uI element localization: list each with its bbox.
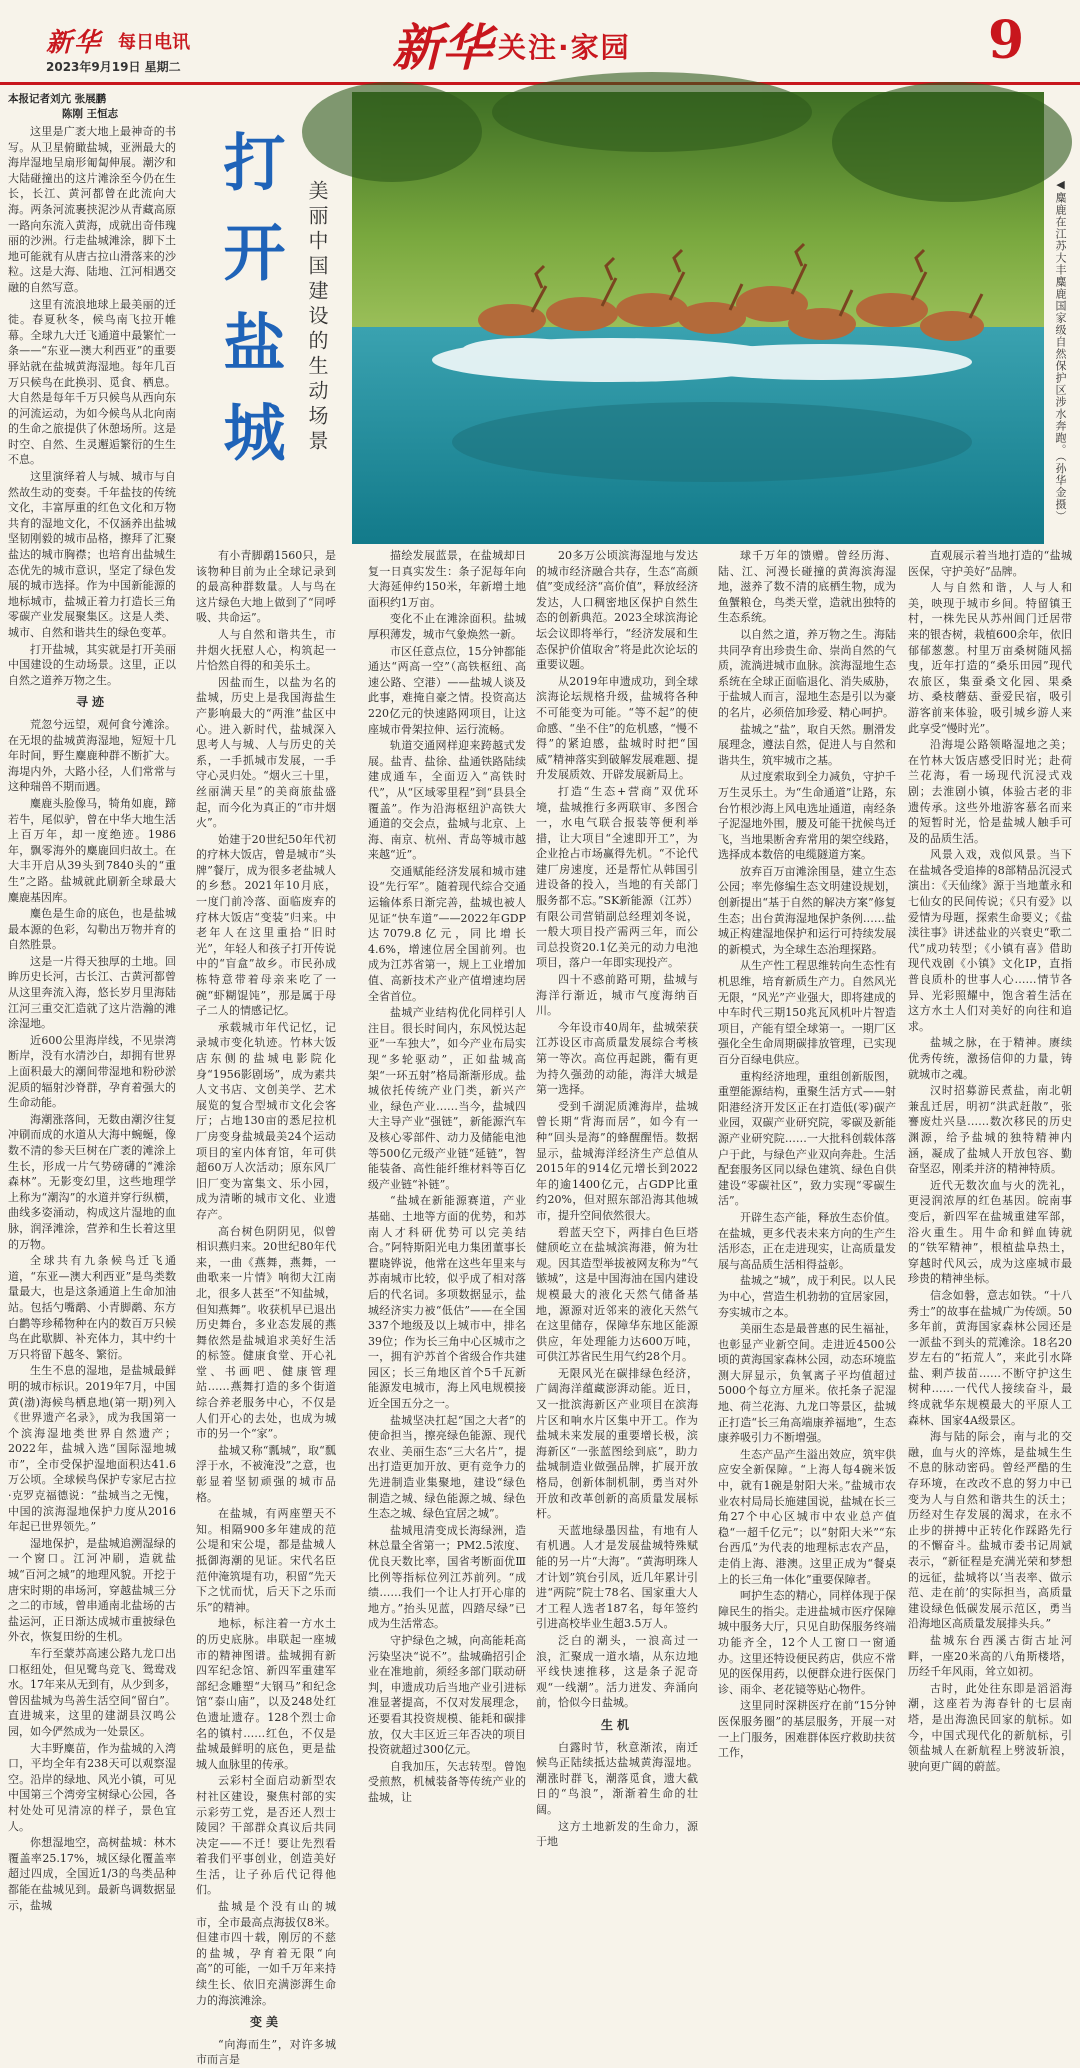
paragraph: 近600公里海岸线，不见崇湾断岸，没有水清沙白，却拥有世界上面积最大的潮间带湿地和粉砂淤泥质的辐射沙脊群，孕育着强大的生命动能。	[8, 1033, 176, 1110]
paragraph: 开辟生态产能，释放生态价值。在盐城，更多代表未来方向的生产生活形态，正在走进现实，让高质量发展与高品质生活相得益彰。	[718, 1210, 896, 1271]
photo-caption: ◀麋鹿在江苏大丰麋鹿国家级自然保护区涉水奔跑。（孙华金摄）	[1054, 178, 1067, 523]
section-heading-xunji: 寻迹	[75, 695, 108, 710]
paragraph: 云彩村全面启动新型农村社区建设，聚焦村部的实示彩劳工党，是否还人烈士陵园？干部群众真议后共同决定——不迁！要让先烈看着我们平事创业，创造美好生活，让子孙后代记得他们。	[196, 1774, 336, 1897]
paragraph: 泛白的潮头，一浪高过一浪，汇聚成一道水墙，从东边地平线快速推移，这是条子泥奇观“一线潮”。活力迸发、奔涌向前，恰似今日盐城。	[536, 1633, 698, 1710]
headline: 打开盐城	[213, 130, 286, 490]
paragraph: 这是一片得天独厚的土地。回眸历史长河，古长江、古黄河都曾从这里奔流入海，悠长岁月里海陆江河三重交汇造就了这片浩瀚的滩涂湿地。	[8, 954, 176, 1031]
paragraph: 湿地保护，是盐城追溯湿绿的一个窗口。江河冲刷，造就盐城“百河之城”的地理风貌。开挖于唐宋时期的串场河，穿越盐城三分之二的市域，曾串通南北盐场的古盐运河，正日渐达成城市重披绿色外衣，恢复田纷的生机。	[8, 1536, 176, 1644]
paragraph: 因盐而生，以盐为名的盐城，历史上是我国海盐生产影响最大的“两淮”盐区中心。进入新时代，盐城深入思考人与城、人与历史的关系，一手抓城市发展，一手守心灵归处。“烟火三十里，丝丽满天星”的美商旅盐盛起，而今化为真正的“市井烟火”。	[196, 675, 336, 830]
intro-column	[8, 124, 176, 1912]
paragraph: 打开盐城，其实就是打开美丽中国建设的生动场景。这里，正以自然之道养万物之生。	[8, 642, 176, 687]
byline-line-2: 陈刚 王恒志	[62, 108, 119, 120]
paragraph: 始建于20世纪50年代初的疗林大饭店，曾是城市“头牌”餐厅，成为很多老盐城人的乡愁。2021年10月底，一度门前冷落、面临废弃的疗林大饭店“变装”归来。中老年人在这里重拾“旧时光”，年轻人和孩子打开传说中的“盲盒”故乡。市民孙成栋特意带着母亲来吃了一碗“虾糊馄饨”，那是属于母子二人的情感记忆。	[196, 832, 336, 1018]
page-number: 9	[988, 10, 1025, 71]
paragraph: 这里是广袤大地上最神奇的书写。从卫星俯瞰盐城，亚洲最大的海岸湿地呈扇形匍匐伸展。潮汐和大陆碰撞出的这片滩涂至今仍在生长，长江、黄河都曾在此流向大海。两条河流裹挟泥沙从青藏高原一路向东流入黄海，成就出奇伟瑰丽的沙洲。行走盐城滩涂，脚下土地可能就有从唐古拉山滑落来的沙粒。这是大海、陆地、江河相遇交融的自然写意。	[8, 125, 176, 294]
paragraph: 人与自然和谐，人与人和美，映现于城市乡间。特留镇王村，一株先民从苏州阊门迁居带来的银杏树，栽植600余年，依旧郁郁葱葱。村里万亩桑树随风摇曳，近年打造的“桑乐田园”现代农旅区，集蚕桑文化园、果桑坊、桑枝蘑菇、蚕爱民宿，吸引游客前来体验，吸引城乡游人来此享受“慢时光”。	[908, 581, 1072, 735]
paragraph: 荒忽兮远望，观何食兮滩涂。在无垠的盐城黄海湿地，短短十几年时间，野生麋鹿种群不断扩大。海堤内外，大路小径，人们常常与这种瑞兽不期而遇。	[8, 717, 176, 794]
paragraph: 变化不止在滩涂面积。盐城厚积薄发，城市气象焕然一新。	[368, 612, 526, 641]
section-title: 关注·家园	[498, 31, 631, 64]
paragraph: 这方土地新发的生命力，源于地	[536, 1819, 698, 1849]
paragraph: 在盐城，有两座塑天不知。相隔900多年建成的范公堤和宋公堤，都是盐城人抵御海潮的见证。宋代名臣范仲淹筑堤有功，积留“先天下之忧而忧，后天下之乐而乐”的精神。	[196, 1507, 336, 1614]
paragraph: 球千万年的馈赠。曾经历海、陆、江、河漫长碰撞的黄海滨海湿地，滋养了数不清的底栖生物，成为鱼蟹粮仓，鸟类天堂，造就出独特的生态系统。	[718, 549, 896, 625]
paragraph: 从2019年申遗成功，到全球滨海论坛规格升级，盐城将各种不可能变为可能。“等不起”的使命感、“坐不住”的危机感，“慢不得”的紧迫感，盐城时时把“国威”精神落实到破解发展难题、提升发展质效、开辟发展新局上。	[536, 674, 698, 782]
paragraph: 盐城甩清变成长海绿洲，造林总量全省第一；PM2.5浓度、优良天数比率，国省考断面优Ⅲ比例等指标位列江苏前列。“成绩……我们一个让人打开心扉的地方。”抬头见蓝，四踏尽绿”已成为生活常态。	[368, 1523, 526, 1631]
paragraph: 盐城是个没有山的城市，全市最高点海拔仅8米。但建市四十载，刚厉的不慈的盐城，孕育着无限“向高”的可能，一如千万年来持续生长、依旧充满澎湃生命力的海滨滩涂。	[196, 1900, 336, 2007]
body-column-3	[536, 548, 698, 1849]
issue-date: 2023年9月19日 星期二	[46, 60, 181, 74]
paragraph: 有小青脚鹬1560只，是该物种目前为止全球记录到的最高种群数量。人与鸟在这片绿色大地上做到了“同呼吸、共命运”。	[196, 549, 336, 625]
paragraph: 自我加压，矢志转型。曾饱受煎熬，机械装备等传统产业的盐城，让	[368, 1759, 526, 1804]
paragraph: 今年设市40周年，盐城荣获江苏设区市高质量发展综合考核第一等次。高位再起跳，衢有更为持久强劲的动能，海洋大城是第一选择。	[536, 1020, 698, 1097]
paragraph: 白露时节，秋意渐浓，南迁候鸟正陆续抵达盐城黄海湿地。潮涨时群飞，潮落觅食，遗大截日的“鸟浪”，渐渐着生命的壮阔。	[536, 1740, 698, 1816]
byline-line-1: 本报记者刘亢 张展鹏	[8, 93, 107, 105]
paragraph: 呵护生态的精心，同样体现于保障民生的指尖。走进盐城市医疗保障城中服务大厅，只见自助保服务终端功能齐全，12个人工窗口一窗通办。这里还特设便民药店，供应不常见的医保用药，以便群众进行医保门诊、雨伞、老花镜等贴心物件。	[718, 1589, 896, 1696]
byline	[8, 92, 208, 122]
paragraph: 海潮涨落间，无数由潮汐往复冲刷而成的水道从大海中蜿蜒，像数不清的参天巨树在广袤的滩涂上生长，形成一片气势磅礴的“滩涂森林”。无影变幻里，这些地理学上称为“潮沟”的水道并穿行纵横，曲线多姿涌动，构成这片湿地的血脉，润泽滩涂，营养和生长着这里的万物。	[8, 1112, 176, 1251]
paragraph: 四十不惑前路可期，盐城与海洋行渐近，城市气度海纳百川。	[536, 973, 698, 1018]
body-column-4	[718, 548, 896, 1760]
paragraph: 盐城之“盐”，取自天然。删滑发展理念，遵法自然，促进人与自然和谐共生，筑牢城市之基。	[718, 722, 896, 767]
newspaper-brand-sub: 每日电讯	[118, 32, 190, 53]
paragraph: 近代无数次血与火的洗礼，更浸润浓厚的红色基因。皖南事变后，新四军在盐城重建军部，浴火重生。用牛命和鲜血铸就的“铁军精神”，根植盐阜热土，穿越时代风云，成为这座城市最珍贵的精神坐标。	[908, 1178, 1072, 1286]
subheadline: 美丽中国建设的生动场景	[305, 180, 329, 455]
paragraph: 盐城之脉，在于精神。赓续优秀传统，激扬信仰的力量，铸就城市之魂。	[908, 1036, 1072, 1081]
paragraph: 沿海堤公路领略湿地之美；在竹林大饭店感受旧时光；赴荷兰花海，看一场现代沉浸式戏剧；去淮剧小镇，体验古老的非遗传承。这些外地游客慕名而来的短暂时光，恰是盐城人触手可及的品质生活。	[908, 738, 1072, 845]
paragraph: 轨道交通网样迎来跨越式发展。盐青、盐徐、盐通铁路陆续建成通车，全面迈入“高铁时代”，从“区域零里程”到“县县全覆盖”。作为沿海枢纽沪高铁大通道的交会点，盐城与北京、上海、南京、杭州、青岛等城市越来越“近”。	[368, 739, 526, 862]
paragraph: 盐城东台西溪古街古址河畔，一座20米高的八角斯楼塔，历经千年风雨，耸立如初。	[908, 1633, 1072, 1679]
photo-elk-running	[352, 92, 1044, 544]
paragraph: 汉时招募游民煮盐，南北朝兼乱迁居，明初“洪武赶散”，张謇废灶兴垦……数次移民的历史渊源，给予盐城的独特精神内涵，凝成了盐城人开放包容、勤奋坚忍，刚柔并济的精神特质。	[908, 1084, 1072, 1176]
paragraph: 生态产品产生溢出效应，筑牢供应安全新保障。“上海人每4碗米饭中，就有1碗是射阳大米。”盐城市农业农村局局长施建国说，盐城在长三角27个中心区城市中农业总产值稳“一超千亿元”；以“射阳大米”“东台西瓜”为代表的地理标志农产品，走俏上海、港澳。这里正成为“餐桌上的长三角一体化”重要保障者。	[718, 1447, 896, 1586]
body-column-2	[368, 548, 526, 1804]
paragraph: 大丰野麋苗，作为盐城的入湾口，平均全年有238天可以观察湿空。沿岸的绿地、风光小镇，可见中国第三个湾旁宝树绿心公园，各村处处可见清凉的样子，景色宜人。	[8, 1741, 176, 1833]
paragraph: 高台树色阴阴见，似曾相识燕归来。20世纪80年代来，一曲《燕舞，燕舞，一曲歌来一片情》响彻大江南北，很多人甚至“不知盐城，但知燕舞”。收获机早已退出历史舞台，多业态发展的燕舞依然是盐城追求美好生活的标签。健康食堂、开心礼堂、书画吧、健康管理站……燕舞打造的多个街道综合养老服务中心，不仅是人们开心的去处，也成为城市的另一个“家”。	[196, 1224, 336, 1441]
paragraph: 美丽生态是最普惠的民生福祉，也彰显产业新空间。走进近4500公顷的黄海国家森林公园，动态环境监测大屏显示，负氧离子平均值超过5000个每立方厘米。依托条子泥湿地、荷兰花海、九龙口等景区，盐城正打造“长三角高端康养福地”，生态康养吸引力不断增强。	[718, 1322, 896, 1445]
body-column-5	[908, 548, 1072, 1773]
paragraph: 20多万公顷滨海湿地与发达的城市经济融合共存，生态“高颜值”变成经济“高价值”，释放经济发达，人口稠密地区保护自然生态的创新典范。2023全球滨海论坛会议即将举行，“经济发展和生态保护价值取舍”将是此次论坛的重要议题。	[536, 549, 698, 672]
paragraph: 全球共有九条候鸟迁飞通道，“东亚—澳大利西亚”是鸟类数量最大，也是这条通道上生命加油站。包括勺嘴鹬、小青脚鹬、东方白鹳等珍稀物种在内的数百万只候鸟在此歇脚、补充体力，其中约十万只将留下越冬、繁衍。	[8, 1254, 176, 1361]
section-logo: 新华	[392, 19, 492, 77]
paragraph: 以自然之道，养万物之生。海陆共同孕育出珍贵生命、崇尚自然的气质，流淌进城市血脉。滨海湿地生态系统在全球正面临退化、消失威胁，于盐城人而言，湿地生态是引以为豪的名片，必须倍加珍爱、精心呵护。	[718, 627, 896, 719]
paragraph: 守护绿色之城，向高能耗高污染坚决“说不”。盐城确招引企业在准地前，须经多部门联动研判，申遗成功后当地产业引进标准显著提高，不仅对发展理念，还要看其投资规模、能耗和碳排放，仅大丰区近三年否决的项目投资就超过300亿元。	[368, 1633, 526, 1757]
body-column-1	[196, 548, 336, 2067]
paragraph: 盐城产业结构优化同样引人注目。很长时间内，东风悦达起亚“一车独大”，如今产业布局实现“多轮驱动”，正如盐城高架“一环五射”格局渐渐形成。盐城依托传统产业门类，新兴产业，绿色产业……当今，盐城四大主导产业“强链”，新能源汽车及核心零部件、动力及储能电池等500亿元级产业链“延链”，智能装备、高性能纤维材料等百亿级产业链“补链”。	[368, 1006, 526, 1191]
paragraph: 承载城市年代记忆，记录城市变化轨迹。竹林大饭店东侧的盐城电影院化身“1956影剧场”，成为素共人文书店、文创美学、艺术展览的复合型城市文化会客厅；占地130亩的悉尼拉机厂房变身盐城最美24个运动项目的室内体育馆，年可供超60万人次活动；原东风厂旧厂变为富集文、乐小园，成为清晰的城市文化、业遗存产。	[196, 1020, 336, 1221]
paragraph: 人与自然和谐共生，市井烟火抚慰人心，构筑起一片恰然自得的和美乐土。	[196, 627, 336, 673]
paragraph: 天蓝地绿墨因盐，有地有人有机遇。人才是发展盐城特殊赋能的另一片“大海”。“黄海明珠人才计划”筑台引凤，近几年累计引进“两院”院士78名、国家重大人才工程人选者187名，每年签约引进高校毕业生超3.5万人。	[536, 1523, 698, 1631]
paragraph: 麋色是生命的底色，也是盐城最本源的色彩，勾勒出万物并育的自然胜景。	[8, 907, 176, 952]
section-heading-shengji: 生机	[600, 1717, 633, 1732]
section-heading-bianmei: 变美	[249, 2015, 282, 2030]
paragraph: 交通赋能经济发展和城市建设“先行军”。随着现代综合交通运输体系日渐完善，盐城也被人见证“快车道”——2022年GDP达7079.8亿元，同比增长4.6%，增速位居全国前列。也成为江苏省第一，规上工业增加值、高新技术产业产值增速均居全省首位。	[368, 864, 526, 1003]
paragraph: “向海而生”，对许多城市而言是	[196, 2037, 336, 2067]
paragraph: 你想湿地空，高树盐城：林木覆盖率25.17%，城区绿化覆盖率超过四成，全国近1/3的鸟类品种都能在盐城见到。最新鸟调数据显示，盐城	[8, 1836, 176, 1912]
paragraph: 这里演绎着人与城、城市与自然故生动的变奏。千年盐技的传统文化，丰富厚重的红色文化和万物共育的湿地文化，不仅涵养出盐城坚韧刚毅的城市品格，擦拜了汇聚盐达的城市胸襟；也培育出盐城生态优先的城市意识，坚定了绿色发展的城市选择。作为中国新能源的地标城市，盐城正着力打造长三角零碳产业发展聚集区。这是人类、城市、自然和谐共生的绿色变革。	[8, 470, 176, 639]
paragraph: 从过度索取到全力减负，守护千万生灵乐土。为“生命通道”让路，东台竹根沙海上风电选址通道，南经条子泥湿地外围，腰及可能干扰候鸟迁飞，当地果断舍弃常用的架空线路，选择成本数倍的电缆隧道方案。	[718, 770, 896, 862]
paragraph: 碧蓝天空下，两排白色巨塔健颀屹立在盐城滨海港，俯为壮观。因其造型举拔被网友称为“气镞城”，这是中国海油在国内建设规模最大的液化天然气储备基地，源源对近邻来的液化天然气在这里储存，保障华东地区能源供应，年处理能力达600万吨，可供江苏省民生用气约28个月。	[536, 1225, 698, 1364]
paragraph: 盐城之“城”，成于利民。以人民为中心，营造生机勃勃的宜居家园，夯实城市之本。	[718, 1274, 896, 1319]
paragraph: 盐城坚决扛起“国之大者”的使命担当，擦亮绿色能源、现代农业、美丽生态“三大名片”，提出打造更加开放、更有竞争力的先进制造业集聚地，建设“绿色制造之城、绿色能源之城、绿色生态之城、绿色宜居之城”。	[368, 1413, 526, 1521]
paragraph: 无限风光在碳排绿色经济，广阔海洋蕴藏澎湃动能。近日，又一批滨海新区产业项目在滨海片区和响水片区集中开工。作为盐城未来发展的重要增长极，滨海新区“一张蓝图绘到底”，助力盐城制造业做强品牌，扩展开放格局，创新体制机制，勇当对外开放和改革创新的高质量发展标杆。	[536, 1366, 698, 1521]
paragraph: 描绘发展蓝景，在盐城却日复一日真实发生：条子泥每年向大海延伸约150米，年新增土地面积约1万亩。	[368, 549, 526, 609]
paragraph: “盐城在新能源赛道，产业基础、土地等方面的优势，和苏南人才科研优势可以完美结合。”阿特斯阳光电力集团董事长瞿晓铧说，他常在这些年里来与苏南城市比较，似乎成了相对落后的代名词。多项数据显示，盐城经济实力被“低估”——在全国337个地级及以上城市中，排名39位；作为长三角中心区城市之一，拥有沪苏首个省级合作共建园区；长三角地区首个5千瓦新能源发电城市，海上风电规模接近全国五分之一。	[368, 1194, 526, 1411]
photo-illustration	[352, 92, 1044, 544]
paragraph: 从生产性工程思维转向生态性有机思维，培育新质生产力。自然风光无限，“风光”产业强大，即将建成的中车时代三期150兆瓦风机叶片智造项目，产能有望全球第一。一期厂区强化全生命周期碳排放管理，已实现百分百绿电供应。	[718, 959, 896, 1066]
paragraph: 放弃百万亩滩涂围垦，建立生态公园；率先修编生态文明建设规划，创新提出“基于自然的解决方案”修复生态；出台黄海湿地保护条例……盐城正构建湿地保护和运行可持续发展的新模式，为全球生态治理探路。	[718, 864, 896, 956]
paragraph: 重构经济地理，重组创新版图，重塑能源结构，重聚生活方式——射阳港经济开发区正在打造低(零)碳产业园，双碳产业研究院，零碳及新能源产业研究院……一大批科创载体落户于此，与绿色产业双向奔赴。生活配套服务区同以绿色建筑、绿色自供建设“零碳社区”，致力实现“零碳生活”。	[718, 1069, 896, 1208]
paragraph: 直观展示着当地打造的“盐城医保，守护美好”品牌。	[908, 549, 1072, 578]
paragraph: 生生不息的湿地，是盐城最鲜明的城市标识。2019年7月，中国黄(渤)海候鸟栖息地(第一期)列入《世界遗产名录》，成为我国第一个滨海湿地类世界自然遗产；2022年，盐城入选“国际湿地城市”，全市受保护湿地面积达41.6万公顷。全球候鸟保护专家尼古拉·克罗克福德说：“盐城当之无愧，中国的滨海湿地保护力度从2016年起已世界领先。”	[8, 1364, 176, 1534]
paragraph: 盐城又称“瓢城”，取“瓢浮于水，不被淹没”之意，也彰显着坚韧顽强的城市品格。	[196, 1443, 336, 1504]
paragraph: 这里同时深耕医疗在前“15分钟医保服务圈”的基层服务，开展一对一上门服务，困难群体医疗救助扶贫工作，	[718, 1699, 896, 1760]
paragraph: 古时，此处往东即是滔滔海潮，这座若为海春针的七层南塔，是出海漁民回家的航标。如今，中国式现代化的新航标，引领盐城人在新航程上劈波斩浪，驶向更广阔的蔚蓝。	[908, 1681, 1072, 1773]
newspaper-brand: 新华	[46, 28, 103, 58]
paragraph: 市区任意点位，15分钟都能通达“两高一空”（高铁枢纽、高速公路、空港）——盐城人谈及此事，难掩自豪之情。投资高达220亿元的快速路网项目，让这座城市骨架拉伸、运行流畅。	[368, 644, 526, 736]
paragraph: 风景入戏，戏似风景。当下在盐城各受追捧的8部精品沉浸式演出：《天仙缘》源于当地董永和七仙女的民间传说；《只有爱》以爱情为母题，探索生命要义；《盐渎往事》讲述盐业的兴衰史“歌二代”成功转型；《小镇有喜》借助现代戏剧《小镇》文化IP，直指普良质朴的世事人心……情节各异、光彩照耀中，饱含着生活在这方水土人们对美好的向往和追求。	[908, 848, 1072, 1033]
paragraph: 受到千湖泥质滩海岸，盐城曾长期“背海而居”，如今有一种“回头是海”的蜂醒醒悟。数据显示，盐城海洋经济生产总值从2015年的914亿元增长到2022年的逾1400亿元，占GDP比重约20%，但对照东部沿海其他城市，提升空间依然很大。	[536, 1099, 698, 1222]
paragraph: 车行至蒙苏高速公路九龙口出口枢纽处，但见鹭鸟竞飞、鸳鸯戏水。17年来从无到有，从少到多，曾因盐城为鸟善生活空间“留白”。直进城来，这里的建湖县汉鸣公园，如今俨然成为一处景区。	[8, 1647, 176, 1738]
masthead	[0, 0, 1080, 84]
paragraph: 麋鹿头脸像马，犄角如鹿，蹄若牛，尾似驴，曾在中华大地生活上百万年，却一度绝迹。1986年，飘零海外的麋鹿回归故土。在大丰开启从39头到7840头的“重生”之路。盐城就此刷新全球最大麋鹿基因库。	[8, 796, 176, 904]
paragraph: 地标，标注着一方水土的历史底脉。串联起一座城市的精神图谱。盐城拥有新四军纪念馆、新四军重建军部纪念雕塑“大钢马”和纪念馆“泰山庙”，以及248处红色遗址遗存。128个烈士命名的镇村……红色，不仅是盐城最鲜明的底色，更是盐城人血脉里的传承。	[196, 1617, 336, 1771]
paragraph: 信念如磐，意志如铁。“十八秀士”的故事在盐城广为传颂。50多年前，黄海国家森林公园还是一派盐不到头的荒滩涂。18名20岁左右的“拓荒人”，来此引水降盐、剩芦拔苗……不断守护这生树种……一代代人接续奋斗，最终成就华东规模最大的平原人工森林、国家4A级景区。	[908, 1288, 1072, 1427]
paragraph: 打造“生态+营商”双优环境，盐城推行多两联审、多图合一，水电气联合报装等便利举措，让大项目“全速即开工”，为企业抢占市场赢得先机。“不论代建厂房速度，还是帮忙从韩国引进设备的投入，当地的有关部门服务都不忘。”SK新能源（江苏）有限公司营销副总经理刘冬说，一般大项目投产需两三年，而公司总投资20.1亿美元的动力电池项目，落户一年即实现投产。	[536, 784, 698, 970]
paragraph: 海与陆的际会，南与北的交融，血与火的淬炼，是盐城生生不息的脉动密码。曾经严酷的生存环境，在改改不息的努力中已变为人与自然和谐共生的沃土；历经对生存发展的渴求，在永不止步的拼搏中正转化作踩路先行的不懈奋斗。盐城市委书记周斌表示，“新征程是充满光荣和梦想的远征，盐城将以‘当表率、做示范、走在前’的实际担当，高质量建设绿色低碳发展示范区，勇当沿海地区高质量发展排头兵。”	[908, 1430, 1072, 1631]
paragraph: 这里有流浪地球上最美丽的迁徙。春夏秋冬，候鸟南飞拉开帷幕。全球九大迁飞通道中最繁忙一条——“东亚—澳大利西亚”的重要驿站就在盐城黄海湿地。每年几百万只候鸟在此换羽、觅食、栖息。大自然是每年千万只候鸟从西向东的河流运动，为如今候鸟从北向南的生命之旅提供了休憩场所。这是时空、自然、生灵邂逅繁衍的生生不息。	[8, 297, 176, 467]
